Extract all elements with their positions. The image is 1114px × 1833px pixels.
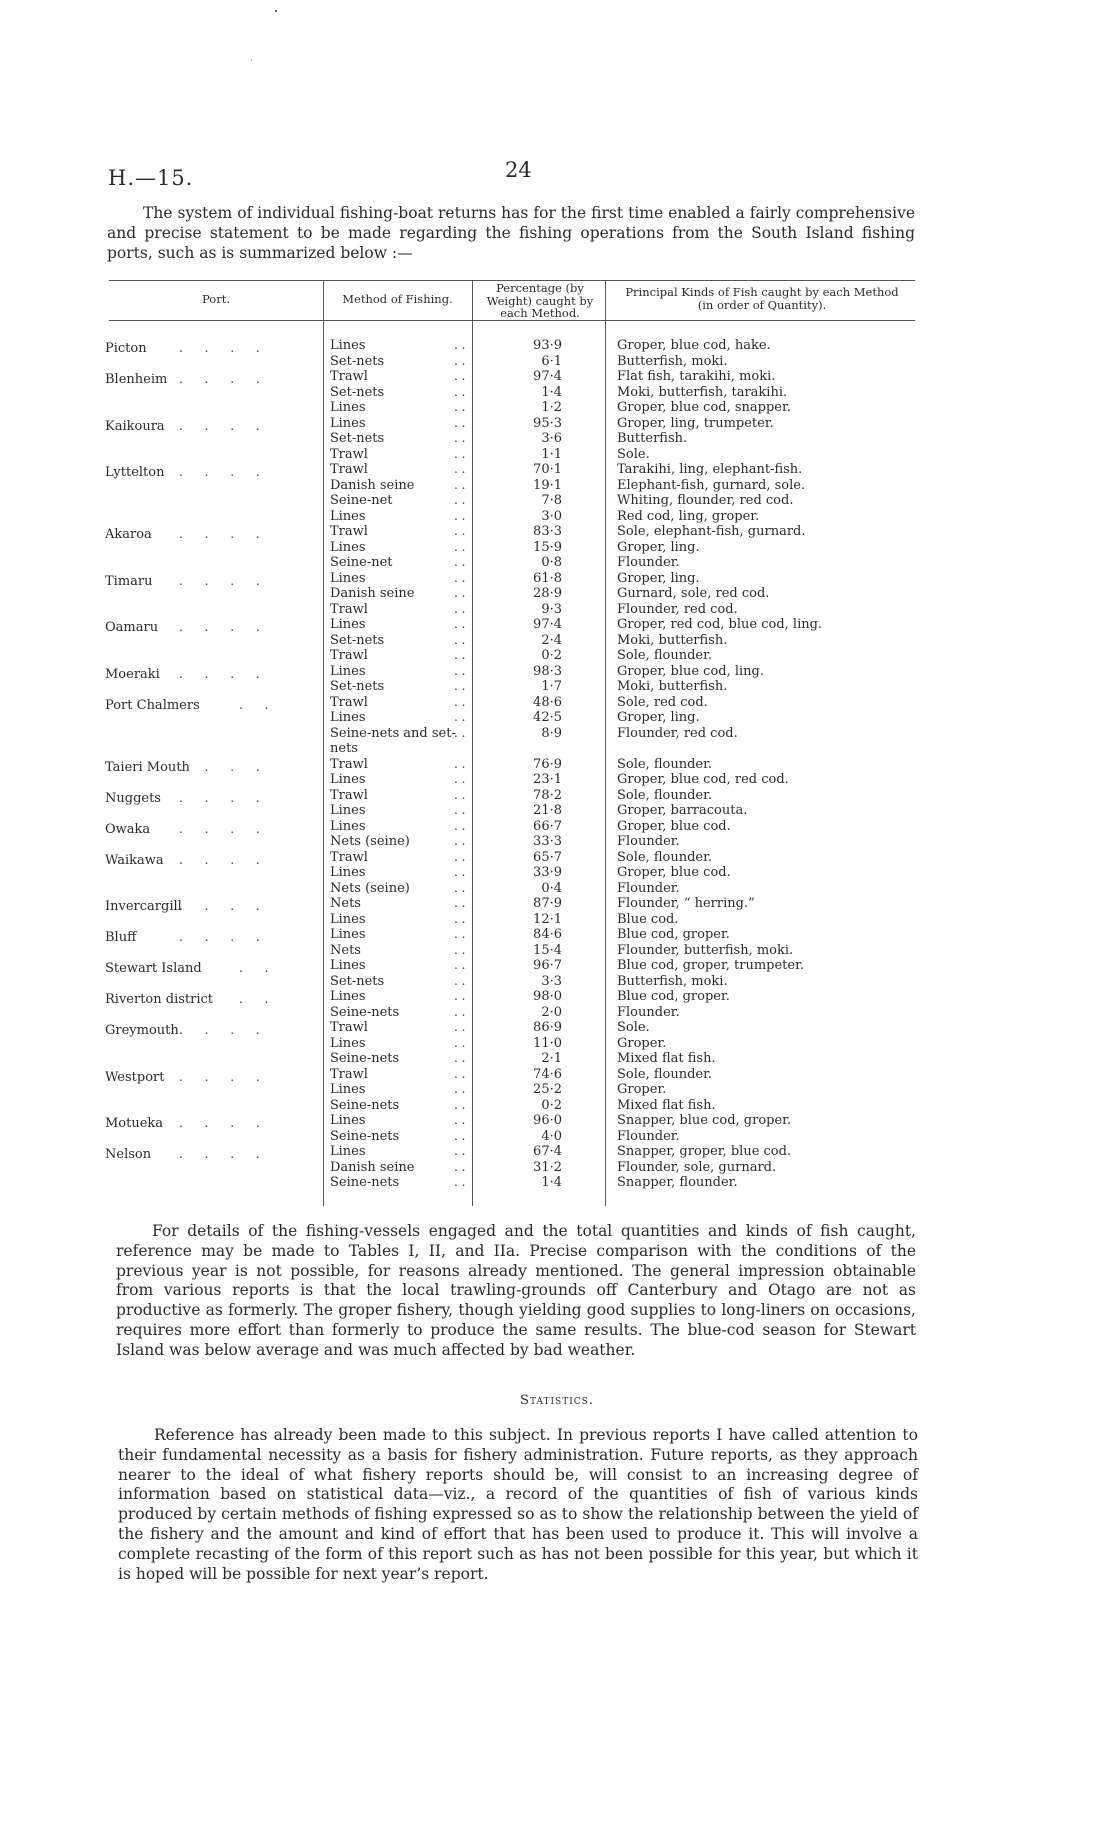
port-name: Oamaru: [105, 620, 159, 635]
port-name: Greymouth: [105, 1023, 179, 1038]
fish-kinds: Elephant-fish, gurnard, sole.: [617, 477, 806, 493]
percentage-value: 2·1: [541, 1051, 562, 1066]
method-name: Danish seine: [330, 586, 415, 601]
method-name: Trawl: [330, 524, 368, 539]
leader-dots: . .: [454, 834, 466, 848]
percentage-value: 96·7: [533, 958, 562, 973]
port-name: Blenheim: [105, 372, 168, 387]
leader-dots: . .: [454, 524, 466, 538]
fish-kinds: Flounder.: [617, 1128, 680, 1144]
percentage-value: 1·7: [541, 679, 562, 694]
fish-kinds: Moki, butterfish.: [617, 632, 728, 648]
percentage-value: 48·6: [533, 694, 562, 710]
percentage-value: 98·0: [533, 989, 562, 1004]
percentage-value: 7·8: [541, 493, 562, 508]
method-name: Lines: [330, 400, 366, 415]
leader-dots: . .: [454, 1144, 466, 1158]
method-name: Trawl: [330, 694, 368, 710]
leader-dots: . . . .: [179, 666, 269, 681]
fish-kinds: Sole, flounder.: [617, 648, 713, 663]
port-name: Timaru: [105, 573, 153, 589]
column-divider: [323, 280, 324, 1206]
method-name: Nets (seine): [330, 834, 410, 849]
leader-dots: . .: [454, 400, 466, 414]
percentage-value: 1·2: [541, 400, 562, 415]
percentage-value: 25·2: [533, 1082, 562, 1097]
leader-dots: . .: [454, 1051, 466, 1065]
leader-dots: . . . .: [179, 372, 269, 386]
port-name: Taieri Mouth: [105, 759, 190, 775]
method-name: Trawl: [330, 648, 368, 663]
fish-kinds: Flounder.: [617, 1004, 680, 1020]
fish-kinds: Flat fish, tarakihi, moki.: [617, 369, 776, 384]
leader-dots: . .: [454, 818, 466, 833]
fish-kinds: Groper, ling.: [617, 710, 700, 725]
details-text: For details of the fishing-vessels engaged and the total quantities and kinds of fish caught, reference may be made to Tables I, II, and IIa. Precise comparison with the conditions of the previous year is not possible, for reasons already mentioned. The general impression obtainable from various reports is that the local trawling-grounds off Canterbury and Otago are not as productive as formerly. The groper fishery, though yielding good supplies to long-liners on occasions, requires more effort than formerly to produce the same results. The blue-cod season for Stewart Island was below average and was much affected by bad weather.: [116, 1222, 916, 1359]
method-name: Trawl: [330, 1020, 368, 1035]
method-name: nets: [330, 741, 358, 756]
port-name: Picton: [105, 341, 147, 356]
leader-dots: . .: [454, 1082, 466, 1096]
fish-kinds: Groper, blue cod, hake.: [617, 338, 771, 353]
method-name: Lines: [330, 772, 366, 787]
header-method: Method of Fishing.: [342, 292, 453, 306]
leader-dots: . .: [454, 493, 466, 507]
port-name: Riverton district: [105, 992, 214, 1007]
port-name: Nelson: [105, 1147, 152, 1162]
method-name: Lines: [330, 663, 366, 679]
fish-kinds: Tarakihi, ling, elephant-fish.: [617, 462, 803, 477]
table-header-rule: [109, 320, 915, 321]
percentage-value: 78·2: [533, 787, 562, 803]
leader-dots: . . . .: [179, 418, 269, 433]
percentage-value: 98·3: [533, 663, 562, 679]
leader-dots: . . . .: [179, 527, 269, 541]
leader-dots: . . . .: [179, 465, 269, 479]
leader-dots: . .: [454, 1175, 466, 1189]
method-name: Nets: [330, 942, 361, 958]
fish-kinds: Flounder, butterfish, moki.: [617, 942, 794, 958]
leader-dots: . . . .: [179, 852, 269, 867]
fish-kinds: Flounder.: [617, 880, 680, 896]
method-name: Lines: [330, 1144, 366, 1159]
leader-dots: . .: [454, 617, 466, 631]
leader-dots: . .: [454, 415, 466, 430]
percentage-value: 3·0: [541, 508, 562, 524]
statistics-paragraph: [118, 1426, 918, 1584]
method-name: Seine-nets: [330, 1097, 400, 1113]
port-name: Moeraki: [105, 666, 160, 682]
leader-dots: . .: [454, 586, 466, 600]
fish-kinds: Snapper, blue cod, groper.: [617, 1113, 792, 1128]
fish-kinds: Groper, blue cod, ling.: [617, 663, 765, 679]
percentage-value: 33·3: [533, 834, 562, 849]
method-name: Lines: [330, 570, 366, 586]
leader-dots: . .: [239, 697, 278, 712]
percentage-value: 70·1: [533, 462, 562, 477]
percentage-value: 96·0: [533, 1113, 562, 1128]
leader-dots: . .: [454, 1113, 466, 1127]
fish-kinds: Groper, blue cod, red cod.: [617, 772, 789, 787]
port-name: Waikawa: [105, 852, 164, 868]
leader-dots: . .: [454, 679, 466, 693]
percentage-value: 86·9: [533, 1020, 562, 1035]
header-percentage: Percentage (by Weight) caught by each Method.: [486, 281, 594, 320]
leader-dots: . . . .: [179, 620, 269, 634]
fish-kinds: Butterfish, moki.: [617, 973, 728, 989]
method-name: Set-nets: [330, 632, 385, 648]
statistics-heading: Statistics.: [520, 1393, 594, 1408]
leader-dots: . .: [454, 725, 466, 740]
method-name: Nets (seine): [330, 880, 410, 896]
leader-dots: . . . .: [179, 573, 269, 588]
leader-dots: . .: [454, 632, 466, 647]
percentage-value: 4·0: [541, 1128, 562, 1144]
leader-dots: . .: [454, 803, 466, 817]
method-name: Lines: [330, 539, 366, 555]
method-name: Lines: [330, 803, 366, 818]
percentage-value: 67·4: [533, 1144, 562, 1159]
leader-dots: . .: [454, 384, 466, 399]
leader-dots: . .: [454, 927, 466, 941]
percentage-value: 66·7: [533, 818, 562, 834]
fish-kinds: Moki, butterfish.: [617, 679, 728, 694]
fish-kinds: Sole, elephant-fish, gurnard.: [617, 524, 806, 539]
percentage-value: 0·2: [541, 1097, 562, 1113]
leader-dots: . .: [454, 756, 466, 771]
fish-kinds: Mixed flat fish.: [617, 1097, 716, 1113]
fish-kinds: Blue cod, groper, trumpeter.: [617, 958, 805, 973]
percentage-value: 2·4: [541, 632, 562, 648]
percentage-value: 0·8: [541, 555, 562, 570]
leader-dots: . .: [454, 369, 466, 383]
fish-kinds: Flounder, red cod.: [617, 601, 738, 617]
fish-kinds: Moki, butterfish, tarakihi.: [617, 384, 788, 400]
method-name: Trawl: [330, 369, 368, 384]
leader-dots: . .: [454, 694, 466, 709]
method-name: Seine-nets: [330, 1175, 400, 1190]
fish-kinds: Sole.: [617, 446, 650, 462]
percentage-value: 42·5: [533, 710, 562, 725]
leader-dots: . .: [454, 1159, 466, 1174]
method-name: Lines: [330, 508, 366, 524]
port-name: Stewart Island: [105, 961, 202, 976]
percentage-value: 2·0: [541, 1004, 562, 1020]
fish-kinds: Groper, blue cod.: [617, 818, 731, 834]
leader-dots: . .: [454, 1020, 466, 1034]
fishing-methods-table: [105, 280, 915, 1210]
leader-dots: . . . .: [179, 899, 269, 913]
header-port: Port.: [202, 292, 230, 306]
fish-kinds: Groper, blue cod, snapper.: [617, 400, 791, 415]
method-name: Seine-nets: [330, 1128, 400, 1144]
method-name: Trawl: [330, 462, 368, 477]
method-name: Seine-net: [330, 493, 393, 508]
percentage-value: 9·3: [541, 601, 562, 617]
fish-kinds: Flounder, red cod.: [617, 725, 738, 741]
leader-dots: . .: [454, 772, 466, 786]
method-name: Lines: [330, 989, 366, 1004]
statistics-text: Reference has already been made to this subject. In previous reports I have called attention to their fundamental necessity as a basis for fishery administration. Future reports, as they approach nearer to the ideal of what fishery reports should be, will consist to an increasing degree of information based on statistical data—viz., a record of the quantities of fish of various kinds produced by certain methods of fishing expressed so as to show the relationship between the yield of the fishery and the amount and kind of effort that has been used to produce it. This will involve a complete recasting of the form of this report such as has not been possible for this year, but which it is hoped will be possible for next year’s report.: [118, 1426, 918, 1583]
percentage-value: 15·4: [533, 942, 562, 958]
percentage-value: 0·4: [541, 880, 562, 896]
fish-kinds: Groper, ling.: [617, 570, 700, 586]
leader-dots: . . . .: [179, 1023, 269, 1037]
leader-dots: . .: [454, 880, 466, 895]
method-name: Lines: [330, 1113, 366, 1128]
leader-dots: . .: [454, 508, 466, 523]
percentage-value: 8·9: [541, 725, 562, 741]
fish-kinds: Blue cod, groper.: [617, 927, 730, 942]
port-name: Akaroa: [105, 527, 152, 542]
percentage-value: 12·1: [533, 911, 562, 927]
document-code: H.—15.: [108, 166, 194, 190]
intro-text: The system of individual fishing-boat returns has for the first time enabled a fairly comprehensive and precise statement to be made regarding the fishing operations from the South Island fishing ports, such as is summarized below :—: [107, 204, 915, 262]
percentage-value: 28·9: [533, 586, 562, 601]
percentage-value: 65·7: [533, 849, 562, 865]
percentage-value: 3·6: [541, 431, 562, 446]
leader-dots: . .: [454, 431, 466, 445]
percentage-value: 1·4: [541, 384, 562, 400]
method-name: Trawl: [330, 787, 368, 803]
leader-dots: . .: [454, 648, 466, 662]
percentage-value: 21·8: [533, 803, 562, 818]
fish-kinds: Butterfish.: [617, 431, 688, 446]
leader-dots: . .: [454, 865, 466, 879]
leader-dots: . .: [454, 1128, 466, 1143]
leader-dots: . .: [454, 942, 466, 957]
fish-kinds: Sole, flounder.: [617, 849, 713, 865]
port-name: Nuggets: [105, 790, 161, 806]
leader-dots: . . . .: [179, 930, 269, 944]
method-name: Lines: [330, 927, 366, 942]
method-name: Set-nets: [330, 353, 385, 369]
fish-kinds: Groper.: [617, 1082, 667, 1097]
leader-dots: . . . .: [179, 1116, 269, 1130]
percentage-value: 61·8: [533, 570, 562, 586]
percentage-value: 84·6: [533, 927, 562, 942]
leader-dots: . .: [454, 710, 466, 724]
leader-dots: . .: [454, 849, 466, 864]
method-name: Lines: [330, 338, 366, 353]
method-name: Lines: [330, 818, 366, 834]
method-name: Nets: [330, 896, 361, 911]
percentage-value: 87·9: [533, 896, 562, 911]
method-name: Trawl: [330, 849, 368, 865]
leader-dots: . .: [239, 961, 278, 975]
leader-dots: . .: [454, 462, 466, 476]
method-name: Lines: [330, 865, 366, 880]
fish-kinds: Flounder.: [617, 555, 680, 570]
leader-dots: . . . .: [179, 759, 269, 774]
percentage-value: 19·1: [533, 477, 562, 493]
leader-dots: . .: [454, 1066, 466, 1081]
leader-dots: . .: [454, 787, 466, 802]
leader-dots: . . . .: [179, 1147, 269, 1161]
method-name: Seine-nets: [330, 1004, 400, 1020]
method-name: Trawl: [330, 1066, 368, 1082]
leader-dots: . .: [454, 663, 466, 678]
percentage-value: 95·3: [533, 415, 562, 431]
leader-dots: . .: [454, 353, 466, 368]
fish-kinds: Flounder, sole, gurnard.: [617, 1159, 777, 1175]
fish-kinds: Whiting, flounder, red cod.: [617, 493, 794, 508]
fish-kinds: Gurnard, sole, red cod.: [617, 586, 770, 601]
percentage-value: 97·4: [533, 369, 562, 384]
page-number: 24: [505, 158, 532, 182]
fish-kinds: Sole, flounder.: [617, 1066, 713, 1082]
speck-mark: [251, 60, 252, 61]
port-name: Port Chalmers: [105, 697, 200, 713]
details-paragraph: [116, 1222, 916, 1361]
method-name: Trawl: [330, 756, 368, 772]
header-kinds: Principal Kinds of Fish caught by each Method (in order of Quantity).: [625, 285, 899, 312]
method-name: Set-nets: [330, 679, 385, 694]
leader-dots: . .: [454, 477, 466, 492]
leader-dots: . .: [454, 539, 466, 554]
percentage-value: 31·2: [533, 1159, 562, 1175]
leader-dots: . .: [454, 555, 466, 569]
method-name: Lines: [330, 710, 366, 725]
method-name: Danish seine: [330, 1159, 415, 1175]
column-divider: [605, 280, 606, 1206]
fish-kinds: Butterfish, moki.: [617, 353, 728, 369]
percentage-value: 74·6: [533, 1066, 562, 1082]
speck-mark: [275, 10, 277, 12]
leader-dots: . . . .: [179, 821, 269, 836]
percentage-value: 1·4: [541, 1175, 562, 1190]
port-name: Invercargill: [105, 899, 182, 914]
percentage-value: 6·1: [541, 353, 562, 369]
leader-dots: . .: [454, 911, 466, 926]
percentage-value: 11·0: [533, 1035, 562, 1051]
port-name: Lyttelton: [105, 465, 165, 480]
fish-kinds: Snapper, groper, blue cod.: [617, 1144, 792, 1159]
port-name: Motueka: [105, 1116, 164, 1131]
leader-dots: . .: [454, 1035, 466, 1050]
percentage-value: 83·3: [533, 524, 562, 539]
method-name: Lines: [330, 911, 366, 927]
fish-kinds: Sole.: [617, 1020, 650, 1035]
leader-dots: . .: [454, 989, 466, 1003]
fish-kinds: Groper, blue cod.: [617, 865, 731, 880]
leader-dots: . .: [454, 1097, 466, 1112]
leader-dots: . .: [454, 338, 466, 352]
method-name: Set-nets: [330, 384, 385, 400]
leader-dots: . .: [454, 973, 466, 988]
port-name: Westport: [105, 1069, 165, 1085]
percentage-value: 0·2: [541, 648, 562, 663]
fish-kinds: Red cod, ling, groper.: [617, 508, 760, 524]
leader-dots: . .: [454, 1004, 466, 1019]
fish-kinds: Flounder.: [617, 834, 680, 849]
method-name: Lines: [330, 415, 366, 431]
leader-dots: . .: [454, 896, 466, 910]
fish-kinds: Groper, ling.: [617, 539, 700, 555]
port-name: Bluff: [105, 930, 137, 945]
percentage-value: 76·9: [533, 756, 562, 772]
fish-kinds: Blue cod.: [617, 911, 679, 927]
percentage-value: 15·9: [533, 539, 562, 555]
fish-kinds: Groper, ling, trumpeter.: [617, 415, 774, 431]
method-name: Seine-nets and set-: [330, 725, 456, 741]
method-name: Danish seine: [330, 477, 415, 493]
method-name: Trawl: [330, 446, 368, 462]
leader-dots: . . . .: [179, 341, 269, 355]
method-name: Seine-net: [330, 555, 393, 570]
leader-dots: . .: [454, 570, 466, 585]
fish-kinds: Snapper, flounder.: [617, 1175, 738, 1190]
method-name: Set-nets: [330, 973, 385, 989]
percentage-value: 3·3: [541, 973, 562, 989]
leader-dots: . .: [454, 958, 466, 972]
percentage-value: 23·1: [533, 772, 562, 787]
leader-dots: . . . .: [179, 790, 269, 805]
percentage-value: 97·4: [533, 617, 562, 632]
fish-kinds: Sole, flounder.: [617, 787, 713, 803]
leader-dots: . .: [454, 601, 466, 616]
port-name: Owaka: [105, 821, 151, 837]
method-name: Set-nets: [330, 431, 385, 446]
percentage-value: 33·9: [533, 865, 562, 880]
fish-kinds: Groper.: [617, 1035, 667, 1051]
fish-kinds: Flounder, “ herring.”: [617, 896, 755, 911]
method-name: Lines: [330, 617, 366, 632]
fish-kinds: Groper, red cod, blue cod, ling.: [617, 617, 823, 632]
method-name: Trawl: [330, 601, 368, 617]
leader-dots: . .: [239, 992, 278, 1006]
fish-kinds: Groper, barracouta.: [617, 803, 748, 818]
method-name: Seine-nets: [330, 1051, 400, 1066]
leader-dots: . .: [454, 446, 466, 461]
fish-kinds: Mixed flat fish.: [617, 1051, 716, 1066]
intro-paragraph: [107, 204, 915, 263]
port-name: Kaikoura: [105, 418, 165, 434]
method-name: Lines: [330, 958, 366, 973]
percentage-value: 1·1: [541, 446, 562, 462]
fish-kinds: Blue cod, groper.: [617, 989, 730, 1004]
method-name: Lines: [330, 1035, 366, 1051]
percentage-value: 93·9: [533, 338, 562, 353]
column-divider: [472, 280, 473, 1206]
method-name: Lines: [330, 1082, 366, 1097]
fish-kinds: Sole, red cod.: [617, 694, 708, 710]
leader-dots: . . . .: [179, 1069, 269, 1084]
fish-kinds: Sole, flounder.: [617, 756, 713, 772]
